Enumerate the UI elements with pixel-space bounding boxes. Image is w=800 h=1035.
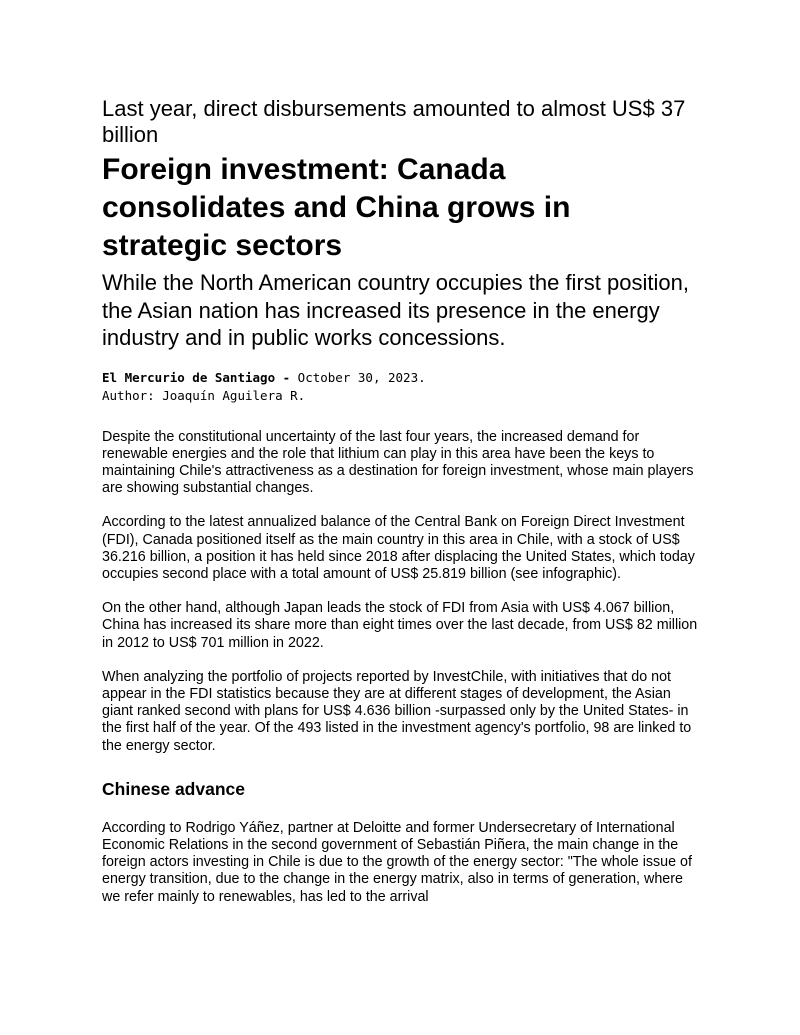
publication-name: El Mercurio de Santiago - [102, 369, 291, 385]
article-kicker: Last year, direct disbursements amounted to almost US$ 37 billion [102, 96, 686, 147]
source-line [102, 369, 702, 387]
byline [102, 369, 702, 405]
section-paragraph: According to Rodrigo Yáñez, partner at Deloitte and former Undersecretary of International Economic Relations in the second government of Sebastián Piñera, the main change in the foreign actors investing in Chile is due to the growth of the energy sector: "The whole issue of energy transition, due to the change in the energy matrix, also in terms of generation, where we refer mainly to renewables, has led to the arrival [102, 819, 692, 905]
article-headline: Foreign investment: Canada consolidates and China grows in strategic sectors [102, 153, 571, 262]
body-paragraph-4: When analyzing the portfolio of projects reported by InvestChile, with initiatives that do not appear in the FDI statistics because they are at different stages of development, the Asian giant ranked second with plans for US$ 4.636 billion -surpassed only by the United States- in the first half of the year. Of the 493 listed in the investment agency's portfolio, 98 are linked to the energy sector. [102, 668, 692, 754]
body-paragraph-2: According to the latest annualized balance of the Central Bank on Foreign Direct Investment (FDI), Canada positioned itself as the main country in this area in Chile, with a stock of US$ 36.216 billion, a position it has held since 2018 after displacing the United States, which today occupies second place with a total amount of US$ 25.819 billion (see infographic). [102, 514, 695, 582]
author-line: Author: Joaquín Aguilera R. [102, 387, 306, 403]
publication-date: October 30, 2023. [290, 369, 426, 385]
article [102, 96, 702, 906]
article-deck: While the North American country occupies the first position, the Asian nation has increased its presence in the energy industry and in public works concessions. [102, 270, 689, 350]
body-paragraph-3: On the other hand, although Japan leads the stock of FDI from Asia with US$ 4.067 billion, China has increased its share more than eight times over the last decade, from US$ 82 million in 2012 to US$ 701 million in 2022. [102, 600, 698, 651]
body-paragraph-1: Despite the constitutional uncertainty of the last four years, the increased demand for renewable energies and the role that lithium can play in this area have been the keys to maintaining Chile's attractiveness as a destination for foreign investment, whose main players are showing substantial changes. [102, 428, 694, 497]
section-heading: Chinese advance [102, 778, 245, 799]
